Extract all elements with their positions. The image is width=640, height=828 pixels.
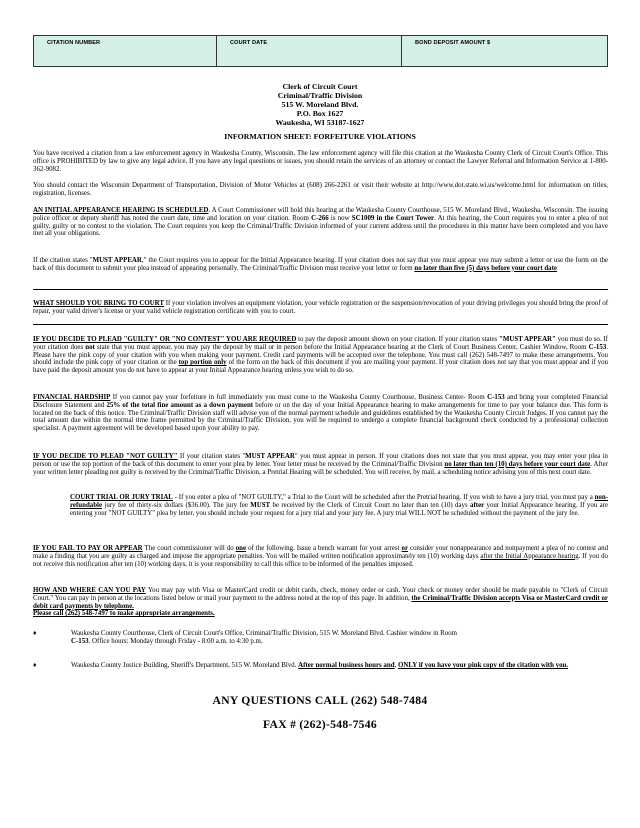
diamond-bullet-icon: ♦ <box>33 661 37 669</box>
citation-number-label: CITATION NUMBER <box>34 36 217 66</box>
forfeiture-info-sheet: CITATION NUMBER COURT DATE BOND DEPOSIT AMOUNT $ Clerk of Circuit Court Criminal/Traffic Division 515 W. Moreland Blvd. P.O. Box 1627 Waukesha, WI 53187-1627 INFORMATION SHEET: FORFEITURE VIOLATIONS You have received a citation from a law enforcement agency in Waukesha County, Wisconsin. The law enforcement agency will file this citation at the Waukesha County Clerk of Circuit Court's Office. This office is PROHIBITED by law to give any legal advice. If you have any legal questions or issues, you should retain the services of an attorney or contact the Lawyer Referral and Information Service at 1-800-362-9082. You should contact the Wisconsin Department of Transportation, Division of Motor Vehicles at (608) 266-2261 or visit their website at http://www.dot.state.wi.us/welcome.html for information on titles, registration, licenses. AN INITIAL APPEARANCE HEARING IS SCHEDULED. A Court Commissioner will hold this hearing at the Waukesha County Courthouse, 515 W. Moreland Blvd., Waukesha, Wisconsin. The issuing police officer or deputy sheriff has noted the court date, time and location on your citation. Room C-266 is now SC1009 in the Court Tower. At this hearing, the Court requires you to enter a plea of not guilty, guilty or no contest to the violation. The Court requires you keep the Criminal/Traffic Division informed of your current address until the procedures in this matter have been completed and you have met all your obligations. If the citation states "MUST APPEAR," the Court requires you to appear for the Initial Appearance hearing. If your citation does not say that you must appear you may submit a letter or use the form on the back of this document to submit your plea instead of appearing personally. The Criminal/Traffic Division must receive your letter or form no later than five (5) days before your court date WHAT SHOULD YOU BRING TO COURT If your violation involves an equipment violation, your vehicle registration or the suspension/revocation of your driving privileges you should bring the proof of repair, your valid driver's license or your valid vehicle registration certificate with you to court. IF YOU DECIDE TO PLEAD "GUILTY" OR "NO CONTEST" YOU ARE REQUIRED to pay the deposit amount shown on your citation. If your citation states "MUST APPEAR" you must do so. If your citation does not state that you must appear, you may pay the deposit by mail or in person before the Initial Appearance hearing at the Clerk of Court Business Center, Cashier Window, Room C-153. Please have the pink copy of your citation with you when making your payment. Credit card payments will be accepted over the telephone. You must call (262) 548-7497 to make these arrangements. You should include the pink copy of your citation or the top portion only of the form on the back of this document if you are mailing your payment. If your citation does not say that you must appear and if you have paid the deposit amount you do not have to appear at your Initial Appearance hearing unless you wish to do so. FINANCIAL HARDSHIP If you cannot pay your forfeiture in full immediately you must come to the Waukesha County Courthouse, Business Center- Room C-153 and bring your completed Financial Disclosure Statement and 25% of the total fine amount as a down payment before or on the day of your Initial Appearance hearing to make arrangements for time to pay your balance due. This form is located on the back of this notice. The Criminal/Traffic Division staff will advise you of the normal payment schedule and guidelines established by the Waukesha County Circuit Judges. If you cannot pay the total amount due within the normal time frame permitted by the Criminal/Traffic Division, you will be required to undergo a complete financial background check conducted by a professional collection specialist. A payment agreement will be developed based upon your ability to pay. IF YOU DECIDE TO PLEAD "NOT GUILTY" If your citation states "MUST APPEAR" you must appear in person. If your citations does not state that you must appear, you may enter your plea in person or use the top portion of the back of this document to enter your plea by letter. Your letter must be received by the Criminal/Traffic Division no later than ten (10) days before your court date. After your written letter pleading not guilty is received by the Criminal/Traffic Division, a Pretrial Hearing will be scheduled. You will receive, by mail, a scheduling notice advising you of this next court date. COURT TRIAL OR JURY TRIAL - If you enter a plea of "NOT GUILTY," a Trial to the Court will be scheduled after the Pretrial hearing. If you wish to have a jury trial, you must pay a non-refundable jury fee of thirty-six dollars ($36.00). The jury fee MUST be received by the Clerk of Circuit Court no later than ten (10) days after your Initial Appearance hearing. If you are entering your "NOT GUILTY" plea by letter, you should include your request for a jury trial and your jury fee. A jury trial WILL NOT be scheduled without the payment of the jury fee. IF YOU FAIL TO PAY OR APPEAR The court commissioner will do one of the following. Issue a bench warrant for your arrest or consider your nonappearance and nonpayment a plea of no contest and make a finding that you are guilty as charged and impose the appropriate penalties. You will be mailed written notification approximately ten (10) working days after the Initial Appearance hearing. If you do not receive this notification after ten (10) working days, it is your responsibility to call this office to be informed of the penalties imposed. HOW AND WHERE CAN YOU PAY You may pay with Visa or MasterCard credit or debit cards, check, money order or cash. Your check or money order should be made payable to "Clerk of Circuit Court." You can pay in person at the locations listed below or mail your payment to the address noted at the top of this page. In addition, the Criminal/Traffic Division accepts Visa or MasterCard credit or debit card payments by telephone. Please call (262) 548-7497 to make appropriate arrangements. ♦ Waukesha County Courthouse, Clerk of Circuit Court's Office, Criminal/Traffic Division, 515 W. Moreland Blvd. Cashier window in Room C-153. Office hours: Monday through Friday - 8:00 a.m. to 4:30 p.m. ♦ Waukesha County Justice Building, Sheriff's Department, 515 W. Moreland Blvd. After normal business hours and, ONLY if you have your pink copy of the citation with you. ANY QUESTIONS CALL (262) 548-7484 FAX # (262)-548-7546 <box>0 0 640 828</box>
initial-appearance-heading: AN INITIAL APPEARANCE HEARING IS SCHEDULED <box>33 207 209 214</box>
clerk-address-header <box>0 83 640 128</box>
plead-guilty-heading: IF YOU DECIDE TO PLEAD "GUILTY" OR "NO CONTEST" YOU ARE REQUIRED <box>33 336 297 343</box>
financial-hardship-heading: FINANCIAL HARDSHIP <box>33 394 111 401</box>
fail-to-pay-paragraph: IF YOU FAIL TO PAY OR APPEAR The court commissioner will do one of the following. Issue a bench warrant for your arrest or consider your nonappearance and nonpayment a plea of no contest and make a finding that you are guilty as charged and impose the appropriate penalties. You will be mailed written notification approximately ten (10) working days after the Initial Appearance hearing. If you do not receive this notification after ten (10) working days, it is your responsibility to call this office to be informed of the penalties imposed. <box>33 545 609 568</box>
section-divider <box>33 289 608 290</box>
plead-not-guilty-heading: IF YOU DECIDE TO PLEAD "NOT GUILTY" <box>33 453 178 460</box>
header-line: P.O. Box 1627 <box>296 108 344 118</box>
bring-to-court-heading: WHAT SHOULD YOU BRING TO COURT <box>33 300 164 307</box>
fail-to-pay-heading: IF YOU FAIL TO PAY OR APPEAR <box>33 545 143 552</box>
how-to-pay-paragraph: HOW AND WHERE CAN YOU PAY You may pay with Visa or MasterCard credit or debit cards, check, money order or cash. Your check or money order should be made payable to "Clerk of Circuit Court." You can pay in person at the locations listed below or mail your payment to the address noted at the top of this page. In addition, the Criminal/Traffic Division accepts Visa or MasterCard credit or debit card payments by telephone. Please call (262) 548-7497 to make appropriate arrangements. <box>33 587 608 618</box>
diamond-bullet-icon: ♦ <box>33 629 37 637</box>
section-divider <box>33 324 608 325</box>
dot-paragraph: You should contact the Wisconsin Department of Transportation, Division of Motor Vehicles at (608) 266-2261 or visit their website at http://www.dot.state.wi.us/welcome.html for information on titles, registration, licenses. <box>33 182 608 197</box>
initial-appearance-paragraph: AN INITIAL APPEARANCE HEARING IS SCHEDULED. A Court Commissioner will hold this hearing at the Waukesha County Courthouse, 515 W. Moreland Blvd., Waukesha, Wisconsin. The issuing police officer or deputy sheriff has noted the court date, time and location on your citation. Room C-266 is now SC1009 in the Court Tower. At this hearing, the Court requires you to enter a plea of not guilty, guilty or no contest to the violation. The Court requires you keep the Criminal/Traffic Division informed of your current address until the procedures in this matter have been completed and you have met all your obligations. <box>33 207 608 238</box>
plead-not-guilty-paragraph: IF YOU DECIDE TO PLEAD "NOT GUILTY" If your citation states "MUST APPEAR" you must appear in person. If your citations does not state that you must appear, you may enter your plea in person or use the top portion of the back of this document to enter your plea by letter. Your letter must be received by the Criminal/Traffic Division no later than ten (10) days before your court date. After your written letter pleading not guilty is received by the Criminal/Traffic Division, a Pretrial Hearing will be scheduled. You will receive, by mail, a scheduling notice advising you of this next court date. <box>33 453 608 476</box>
questions-phone: ANY QUESTIONS CALL (262) 548-7484 <box>212 694 428 707</box>
court-or-jury-trial-paragraph: COURT TRIAL OR JURY TRIAL - If you enter a plea of "NOT GUILTY," a Trial to the Court will be scheduled after the Pretrial hearing. If you wish to have a jury trial, you must pay a non-refundable jury fee of thirty-six dollars ($36.00). The jury fee MUST be received by the Clerk of Circuit Court no later than ten (10) days after your Initial Appearance hearing. If you are entering your "NOT GUILTY" plea by letter, you should include your request for a jury trial and your jury fee. A jury trial WILL NOT be scheduled without the payment of the jury fee. <box>70 494 608 517</box>
plead-guilty-paragraph: IF YOU DECIDE TO PLEAD "GUILTY" OR "NO CONTEST" YOU ARE REQUIRED to pay the deposit amount shown on your citation. If your citation states "MUST APPEAR" you must do so. If your citation does not state that you must appear, you may pay the deposit by mail or in person before the Initial Appearance hearing at the Clerk of Court Business Center, Cashier Window, Room C-153. Please have the pink copy of your citation with you when making your payment. Credit card payments will be accepted over the telephone. You must call (262) 548-7497 to make these arrangements. You should include the pink copy of your citation or the top portion only of the form on the back of this document if you are mailing your payment. If your citation does not say that you must appear and if you have paid the deposit amount you do not have to appear at your Initial Appearance hearing unless you wish to do so. <box>33 336 608 375</box>
fax-number: FAX # (262)-548-7546 <box>263 718 377 731</box>
court-date-label: COURT DATE <box>217 36 402 66</box>
header-line: Clerk of Circuit Court <box>282 82 358 91</box>
financial-hardship-paragraph: FINANCIAL HARDSHIP If you cannot pay your forfeiture in full immediately you must come to the Waukesha County Courthouse, Business Center- Room C-153 and bring your completed Financial Disclosure Statement and 25% of the total fine amount as a down payment before or on the day of your Initial Appearance hearing to make arrangements for time to pay your balance due. This form is located on the back of this notice. The Criminal/Traffic Division staff will advise you of the normal payment schedule and guidelines established by the Waukesha County Circuit Judges. If you cannot pay the total amount due within the normal time frame permitted by the Criminal/Traffic Division, you will be required to undergo a complete financial background check conducted by a professional collection specialist. A payment agreement will be developed based upon your ability to pay. <box>33 394 608 433</box>
bond-deposit-label: BOND DEPOSIT AMOUNT $ <box>415 40 491 46</box>
header-line: 515 W. Moreland Blvd. <box>281 99 359 109</box>
bring-to-court-paragraph: WHAT SHOULD YOU BRING TO COURT If your violation involves an equipment violation, your vehicle registration or the suspension/revocation of your driving privileges you should bring the proof of repair, your valid driver's license or your valid vehicle registration certificate with you to court. <box>33 300 608 315</box>
citation-info-box <box>33 35 608 67</box>
header-line: Waukesha, WI 53187-1627 <box>275 117 365 127</box>
court-or-jury-trial-heading: COURT TRIAL OR JURY TRIAL <box>70 494 173 501</box>
how-to-pay-heading: HOW AND WHERE CAN YOU PAY <box>33 587 146 594</box>
sheet-title: INFORMATION SHEET: FORFEITURE VIOLATIONS <box>224 132 416 141</box>
intro-paragraph: You have received a citation from a law enforcement agency in Waukesha County, Wisconsin. The law enforcement agency will file this citation at the Waukesha County Clerk of Circuit Court's Office. This office is PROHIBITED by law to give any legal advice. If you have any legal questions or issues, you should retain the services of an attorney or contact the Lawyer Referral and Information Service at 1-800-362-9082. <box>33 150 608 173</box>
header-line: Criminal/Traffic Division <box>277 90 363 100</box>
must-appear-paragraph: If the citation states "MUST APPEAR," the Court requires you to appear for the Initial Appearance hearing. If your citation does not say that you must appear you may submit a letter or use the form on the back of this document to submit your plea instead of appearing personally. The Criminal/Traffic Division must receive your letter or form no later than five (5) days before your court date <box>33 257 608 272</box>
